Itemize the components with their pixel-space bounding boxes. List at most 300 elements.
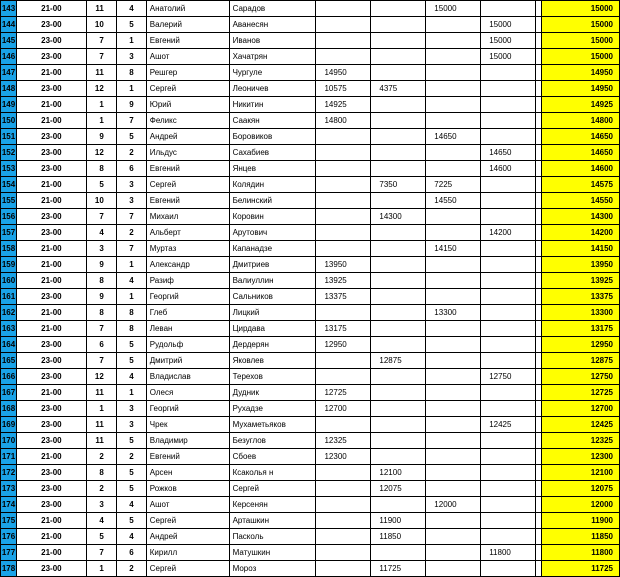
first-name-cell: Сергей xyxy=(146,81,229,97)
row-number-cell: 151 xyxy=(1,129,17,145)
total-cell: 12875 xyxy=(542,353,620,369)
time-cell: 23-00 xyxy=(16,81,86,97)
first-name-cell: Сергей xyxy=(146,177,229,193)
time-cell: 23-00 xyxy=(16,369,86,385)
score-4-cell xyxy=(481,193,536,209)
score-4-cell xyxy=(481,65,536,81)
score-4-cell xyxy=(481,241,536,257)
table-body xyxy=(1,1,620,577)
number-a-cell: 8 xyxy=(86,273,116,289)
score-2-cell xyxy=(371,321,426,337)
score-4-cell: 11800 xyxy=(481,545,536,561)
total-cell: 14800 xyxy=(542,113,620,129)
table-row xyxy=(1,417,620,433)
score-2-cell xyxy=(371,289,426,305)
score-4-cell xyxy=(481,177,536,193)
table-row xyxy=(1,465,620,481)
score-2-cell xyxy=(371,161,426,177)
first-name-cell: Владислав xyxy=(146,369,229,385)
number-a-cell: 11 xyxy=(86,1,116,17)
number-b-cell: 4 xyxy=(116,529,146,545)
first-name-cell: Разиф xyxy=(146,273,229,289)
score-4-cell xyxy=(481,401,536,417)
time-cell: 21-00 xyxy=(16,513,86,529)
score-1-cell xyxy=(316,513,371,529)
table-row xyxy=(1,145,620,161)
number-b-cell: 5 xyxy=(116,481,146,497)
last-name-cell: Коровин xyxy=(229,209,316,225)
time-cell: 23-00 xyxy=(16,401,86,417)
score-1-cell xyxy=(316,305,371,321)
score-2-cell xyxy=(371,305,426,321)
score-4-cell xyxy=(481,353,536,369)
number-a-cell: 9 xyxy=(86,257,116,273)
score-3-cell xyxy=(426,385,481,401)
score-1-cell: 14800 xyxy=(316,113,371,129)
table-row xyxy=(1,81,620,97)
number-b-cell: 3 xyxy=(116,193,146,209)
number-a-cell: 5 xyxy=(86,177,116,193)
first-name-cell: Андрей xyxy=(146,129,229,145)
score-3-cell: 12000 xyxy=(426,497,481,513)
time-cell: 23-00 xyxy=(16,129,86,145)
score-4-cell: 15000 xyxy=(481,33,536,49)
total-cell: 13375 xyxy=(542,289,620,305)
row-number-cell: 161 xyxy=(1,289,17,305)
score-3-cell xyxy=(426,161,481,177)
number-b-cell: 3 xyxy=(116,417,146,433)
table-row xyxy=(1,321,620,337)
number-a-cell: 6 xyxy=(86,337,116,353)
time-cell: 23-00 xyxy=(16,145,86,161)
score-2-cell xyxy=(371,545,426,561)
last-name-cell: Никитин xyxy=(229,97,316,113)
row-number-cell: 144 xyxy=(1,17,17,33)
table-row xyxy=(1,481,620,497)
score-4-cell xyxy=(481,433,536,449)
score-1-cell xyxy=(316,33,371,49)
last-name-cell: Белинский xyxy=(229,193,316,209)
number-b-cell: 6 xyxy=(116,545,146,561)
total-cell: 14925 xyxy=(542,97,620,113)
number-a-cell: 12 xyxy=(86,369,116,385)
score-3-cell xyxy=(426,257,481,273)
score-1-cell xyxy=(316,241,371,257)
time-cell: 23-00 xyxy=(16,49,86,65)
score-1-cell: 13950 xyxy=(316,257,371,273)
score-1-cell xyxy=(316,417,371,433)
number-a-cell: 1 xyxy=(86,97,116,113)
score-4-cell: 15000 xyxy=(481,17,536,33)
score-3-cell: 15000 xyxy=(426,1,481,17)
row-number-cell: 170 xyxy=(1,433,17,449)
first-name-cell: Евгений xyxy=(146,33,229,49)
last-name-cell: Арутович xyxy=(229,225,316,241)
row-number-cell: 169 xyxy=(1,417,17,433)
time-cell: 23-00 xyxy=(16,353,86,369)
total-cell: 12425 xyxy=(542,417,620,433)
time-cell: 23-00 xyxy=(16,225,86,241)
number-b-cell: 1 xyxy=(116,257,146,273)
first-name-cell: Арсен xyxy=(146,465,229,481)
total-cell: 12700 xyxy=(542,401,620,417)
last-name-cell: Матушкин xyxy=(229,545,316,561)
score-3-cell: 7225 xyxy=(426,177,481,193)
last-name-cell: Сбоев xyxy=(229,449,316,465)
score-4-cell xyxy=(481,1,536,17)
score-2-cell xyxy=(371,1,426,17)
time-cell: 23-00 xyxy=(16,161,86,177)
first-name-cell: Сергей xyxy=(146,513,229,529)
number-a-cell: 9 xyxy=(86,129,116,145)
total-cell: 15000 xyxy=(542,49,620,65)
number-a-cell: 3 xyxy=(86,497,116,513)
time-cell: 21-00 xyxy=(16,529,86,545)
last-name-cell: Мухаметьяков xyxy=(229,417,316,433)
first-name-cell: Андрей xyxy=(146,529,229,545)
first-name-cell: Анатолий xyxy=(146,1,229,17)
first-name-cell: Рудольф xyxy=(146,337,229,353)
score-4-cell: 14650 xyxy=(481,145,536,161)
score-3-cell: 14650 xyxy=(426,129,481,145)
row-number-cell: 167 xyxy=(1,385,17,401)
number-a-cell: 11 xyxy=(86,433,116,449)
first-name-cell: Евгений xyxy=(146,193,229,209)
table-row xyxy=(1,161,620,177)
table-row xyxy=(1,257,620,273)
first-name-cell: Леван xyxy=(146,321,229,337)
score-4-cell xyxy=(481,497,536,513)
number-b-cell: 1 xyxy=(116,289,146,305)
last-name-cell: Сальников xyxy=(229,289,316,305)
row-number-cell: 163 xyxy=(1,321,17,337)
number-b-cell: 5 xyxy=(116,129,146,145)
total-cell: 12950 xyxy=(542,337,620,353)
last-name-cell: Дмитриев xyxy=(229,257,316,273)
last-name-cell: Саакян xyxy=(229,113,316,129)
score-4-cell xyxy=(481,273,536,289)
number-b-cell: 7 xyxy=(116,241,146,257)
last-name-cell: Цирдава xyxy=(229,321,316,337)
row-number-cell: 174 xyxy=(1,497,17,513)
number-a-cell: 2 xyxy=(86,481,116,497)
score-3-cell: 14150 xyxy=(426,241,481,257)
last-name-cell: Иванов xyxy=(229,33,316,49)
score-2-cell xyxy=(371,369,426,385)
time-cell: 23-00 xyxy=(16,17,86,33)
score-3-cell xyxy=(426,113,481,129)
score-2-cell: 4375 xyxy=(371,81,426,97)
score-2-cell xyxy=(371,193,426,209)
score-2-cell: 12875 xyxy=(371,353,426,369)
score-4-cell: 14200 xyxy=(481,225,536,241)
last-name-cell: Сахабиев xyxy=(229,145,316,161)
time-cell: 21-00 xyxy=(16,177,86,193)
score-3-cell xyxy=(426,369,481,385)
score-4-cell xyxy=(481,513,536,529)
last-name-cell: Пасколь xyxy=(229,529,316,545)
table-row xyxy=(1,177,620,193)
score-2-cell: 11900 xyxy=(371,513,426,529)
total-cell: 13925 xyxy=(542,273,620,289)
total-cell: 14950 xyxy=(542,65,620,81)
score-1-cell xyxy=(316,177,371,193)
number-b-cell: 7 xyxy=(116,209,146,225)
score-1-cell xyxy=(316,465,371,481)
time-cell: 21-00 xyxy=(16,65,86,81)
last-name-cell: Мороз xyxy=(229,561,316,577)
table-row xyxy=(1,17,620,33)
score-2-cell xyxy=(371,241,426,257)
first-name-cell: Феликс xyxy=(146,113,229,129)
number-a-cell: 1 xyxy=(86,561,116,577)
total-cell: 14950 xyxy=(542,81,620,97)
number-a-cell: 12 xyxy=(86,81,116,97)
score-4-cell xyxy=(481,321,536,337)
score-3-cell xyxy=(426,481,481,497)
total-cell: 15000 xyxy=(542,33,620,49)
score-1-cell: 12700 xyxy=(316,401,371,417)
score-3-cell xyxy=(426,81,481,97)
total-cell: 11900 xyxy=(542,513,620,529)
number-b-cell: 3 xyxy=(116,177,146,193)
score-3-cell xyxy=(426,321,481,337)
first-name-cell: Ильдус xyxy=(146,145,229,161)
score-4-cell xyxy=(481,97,536,113)
table-row xyxy=(1,433,620,449)
first-name-cell: Ашот xyxy=(146,49,229,65)
number-b-cell: 8 xyxy=(116,65,146,81)
first-name-cell: Евгений xyxy=(146,161,229,177)
score-3-cell xyxy=(426,225,481,241)
number-b-cell: 5 xyxy=(116,513,146,529)
score-2-cell xyxy=(371,433,426,449)
score-2-cell xyxy=(371,49,426,65)
score-2-cell: 11725 xyxy=(371,561,426,577)
row-number-cell: 173 xyxy=(1,481,17,497)
number-a-cell: 11 xyxy=(86,65,116,81)
score-4-cell xyxy=(481,81,536,97)
total-cell: 13300 xyxy=(542,305,620,321)
total-cell: 14200 xyxy=(542,225,620,241)
row-number-cell: 146 xyxy=(1,49,17,65)
score-1-cell: 13375 xyxy=(316,289,371,305)
time-cell: 21-00 xyxy=(16,305,86,321)
score-2-cell xyxy=(371,129,426,145)
number-b-cell: 5 xyxy=(116,353,146,369)
score-2-cell xyxy=(371,17,426,33)
number-a-cell: 1 xyxy=(86,113,116,129)
table-row xyxy=(1,353,620,369)
score-4-cell xyxy=(481,113,536,129)
score-3-cell xyxy=(426,33,481,49)
score-4-cell: 15000 xyxy=(481,49,536,65)
total-cell: 12100 xyxy=(542,465,620,481)
number-a-cell: 3 xyxy=(86,241,116,257)
score-3-cell xyxy=(426,145,481,161)
row-number-cell: 152 xyxy=(1,145,17,161)
last-name-cell: Колядин xyxy=(229,177,316,193)
table-row xyxy=(1,385,620,401)
score-3-cell xyxy=(426,273,481,289)
number-b-cell: 8 xyxy=(116,305,146,321)
total-cell: 15000 xyxy=(542,1,620,17)
table-row xyxy=(1,97,620,113)
score-1-cell: 10575 xyxy=(316,81,371,97)
time-cell: 23-00 xyxy=(16,433,86,449)
table-row xyxy=(1,129,620,145)
last-name-cell: Керсенян xyxy=(229,497,316,513)
table-row xyxy=(1,305,620,321)
time-cell: 23-00 xyxy=(16,209,86,225)
time-cell: 21-00 xyxy=(16,113,86,129)
number-a-cell: 2 xyxy=(86,449,116,465)
score-1-cell xyxy=(316,225,371,241)
row-number-cell: 148 xyxy=(1,81,17,97)
number-b-cell: 4 xyxy=(116,369,146,385)
row-number-cell: 145 xyxy=(1,33,17,49)
score-4-cell xyxy=(481,289,536,305)
last-name-cell: Яковлев xyxy=(229,353,316,369)
row-number-cell: 147 xyxy=(1,65,17,81)
first-name-cell: Альберт xyxy=(146,225,229,241)
last-name-cell: Хачатрян xyxy=(229,49,316,65)
score-2-cell xyxy=(371,97,426,113)
score-1-cell: 12950 xyxy=(316,337,371,353)
time-cell: 23-00 xyxy=(16,337,86,353)
table-row xyxy=(1,113,620,129)
last-name-cell: Арташкин xyxy=(229,513,316,529)
total-cell: 14300 xyxy=(542,209,620,225)
number-a-cell: 12 xyxy=(86,145,116,161)
score-3-cell xyxy=(426,449,481,465)
table-row xyxy=(1,561,620,577)
number-a-cell: 11 xyxy=(86,385,116,401)
table-row xyxy=(1,513,620,529)
number-a-cell: 11 xyxy=(86,417,116,433)
row-number-cell: 155 xyxy=(1,193,17,209)
score-4-cell xyxy=(481,561,536,577)
table-row xyxy=(1,225,620,241)
table-row xyxy=(1,401,620,417)
table-row xyxy=(1,337,620,353)
number-a-cell: 10 xyxy=(86,193,116,209)
time-cell: 21-00 xyxy=(16,545,86,561)
table-row xyxy=(1,193,620,209)
score-3-cell xyxy=(426,97,481,113)
table-row xyxy=(1,545,620,561)
time-cell: 21-00 xyxy=(16,385,86,401)
table-row xyxy=(1,65,620,81)
table-row xyxy=(1,273,620,289)
total-cell: 13950 xyxy=(542,257,620,273)
score-1-cell xyxy=(316,481,371,497)
total-cell: 13175 xyxy=(542,321,620,337)
row-number-cell: 162 xyxy=(1,305,17,321)
last-name-cell: Чургуле xyxy=(229,65,316,81)
score-3-cell xyxy=(426,529,481,545)
last-name-cell: Дердерян xyxy=(229,337,316,353)
score-3-cell xyxy=(426,353,481,369)
last-name-cell: Боровиков xyxy=(229,129,316,145)
score-1-cell xyxy=(316,561,371,577)
row-number-cell: 157 xyxy=(1,225,17,241)
score-4-cell xyxy=(481,129,536,145)
score-1-cell xyxy=(316,209,371,225)
score-3-cell xyxy=(426,65,481,81)
total-cell: 12725 xyxy=(542,385,620,401)
total-cell: 15000 xyxy=(542,17,620,33)
score-3-cell xyxy=(426,417,481,433)
last-name-cell: Леоничев xyxy=(229,81,316,97)
first-name-cell: Валерий xyxy=(146,17,229,33)
score-3-cell xyxy=(426,401,481,417)
number-b-cell: 5 xyxy=(116,337,146,353)
table-row xyxy=(1,369,620,385)
score-1-cell xyxy=(316,1,371,17)
score-3-cell xyxy=(426,513,481,529)
total-cell: 11850 xyxy=(542,529,620,545)
score-4-cell: 12425 xyxy=(481,417,536,433)
score-4-cell xyxy=(481,337,536,353)
score-2-cell: 12100 xyxy=(371,465,426,481)
score-1-cell xyxy=(316,49,371,65)
row-number-cell: 149 xyxy=(1,97,17,113)
score-1-cell xyxy=(316,145,371,161)
last-name-cell: Сарадов xyxy=(229,1,316,17)
number-b-cell: 1 xyxy=(116,33,146,49)
score-4-cell xyxy=(481,465,536,481)
table-row xyxy=(1,1,620,17)
table-row xyxy=(1,449,620,465)
first-name-cell: Рожков xyxy=(146,481,229,497)
number-b-cell: 8 xyxy=(116,321,146,337)
score-3-cell xyxy=(426,465,481,481)
row-number-cell: 172 xyxy=(1,465,17,481)
time-cell: 21-00 xyxy=(16,97,86,113)
score-1-cell: 12300 xyxy=(316,449,371,465)
score-1-cell xyxy=(316,545,371,561)
number-b-cell: 1 xyxy=(116,81,146,97)
number-a-cell: 7 xyxy=(86,33,116,49)
score-2-cell xyxy=(371,273,426,289)
number-a-cell: 8 xyxy=(86,465,116,481)
row-number-cell: 156 xyxy=(1,209,17,225)
last-name-cell: Ксаколья н xyxy=(229,465,316,481)
first-name-cell: Кирилл xyxy=(146,545,229,561)
number-b-cell: 7 xyxy=(116,113,146,129)
score-2-cell xyxy=(371,401,426,417)
total-cell: 12750 xyxy=(542,369,620,385)
first-name-cell: Глеб xyxy=(146,305,229,321)
time-cell: 21-00 xyxy=(16,321,86,337)
total-cell: 14575 xyxy=(542,177,620,193)
row-number-cell: 168 xyxy=(1,401,17,417)
number-a-cell: 4 xyxy=(86,513,116,529)
score-1-cell xyxy=(316,17,371,33)
score-2-cell xyxy=(371,449,426,465)
score-1-cell: 13925 xyxy=(316,273,371,289)
number-b-cell: 3 xyxy=(116,49,146,65)
score-1-cell: 13175 xyxy=(316,321,371,337)
score-2-cell xyxy=(371,145,426,161)
total-cell: 14550 xyxy=(542,193,620,209)
score-4-cell xyxy=(481,529,536,545)
score-3-cell: 14550 xyxy=(426,193,481,209)
score-4-cell: 14600 xyxy=(481,161,536,177)
number-b-cell: 4 xyxy=(116,1,146,17)
time-cell: 23-00 xyxy=(16,417,86,433)
